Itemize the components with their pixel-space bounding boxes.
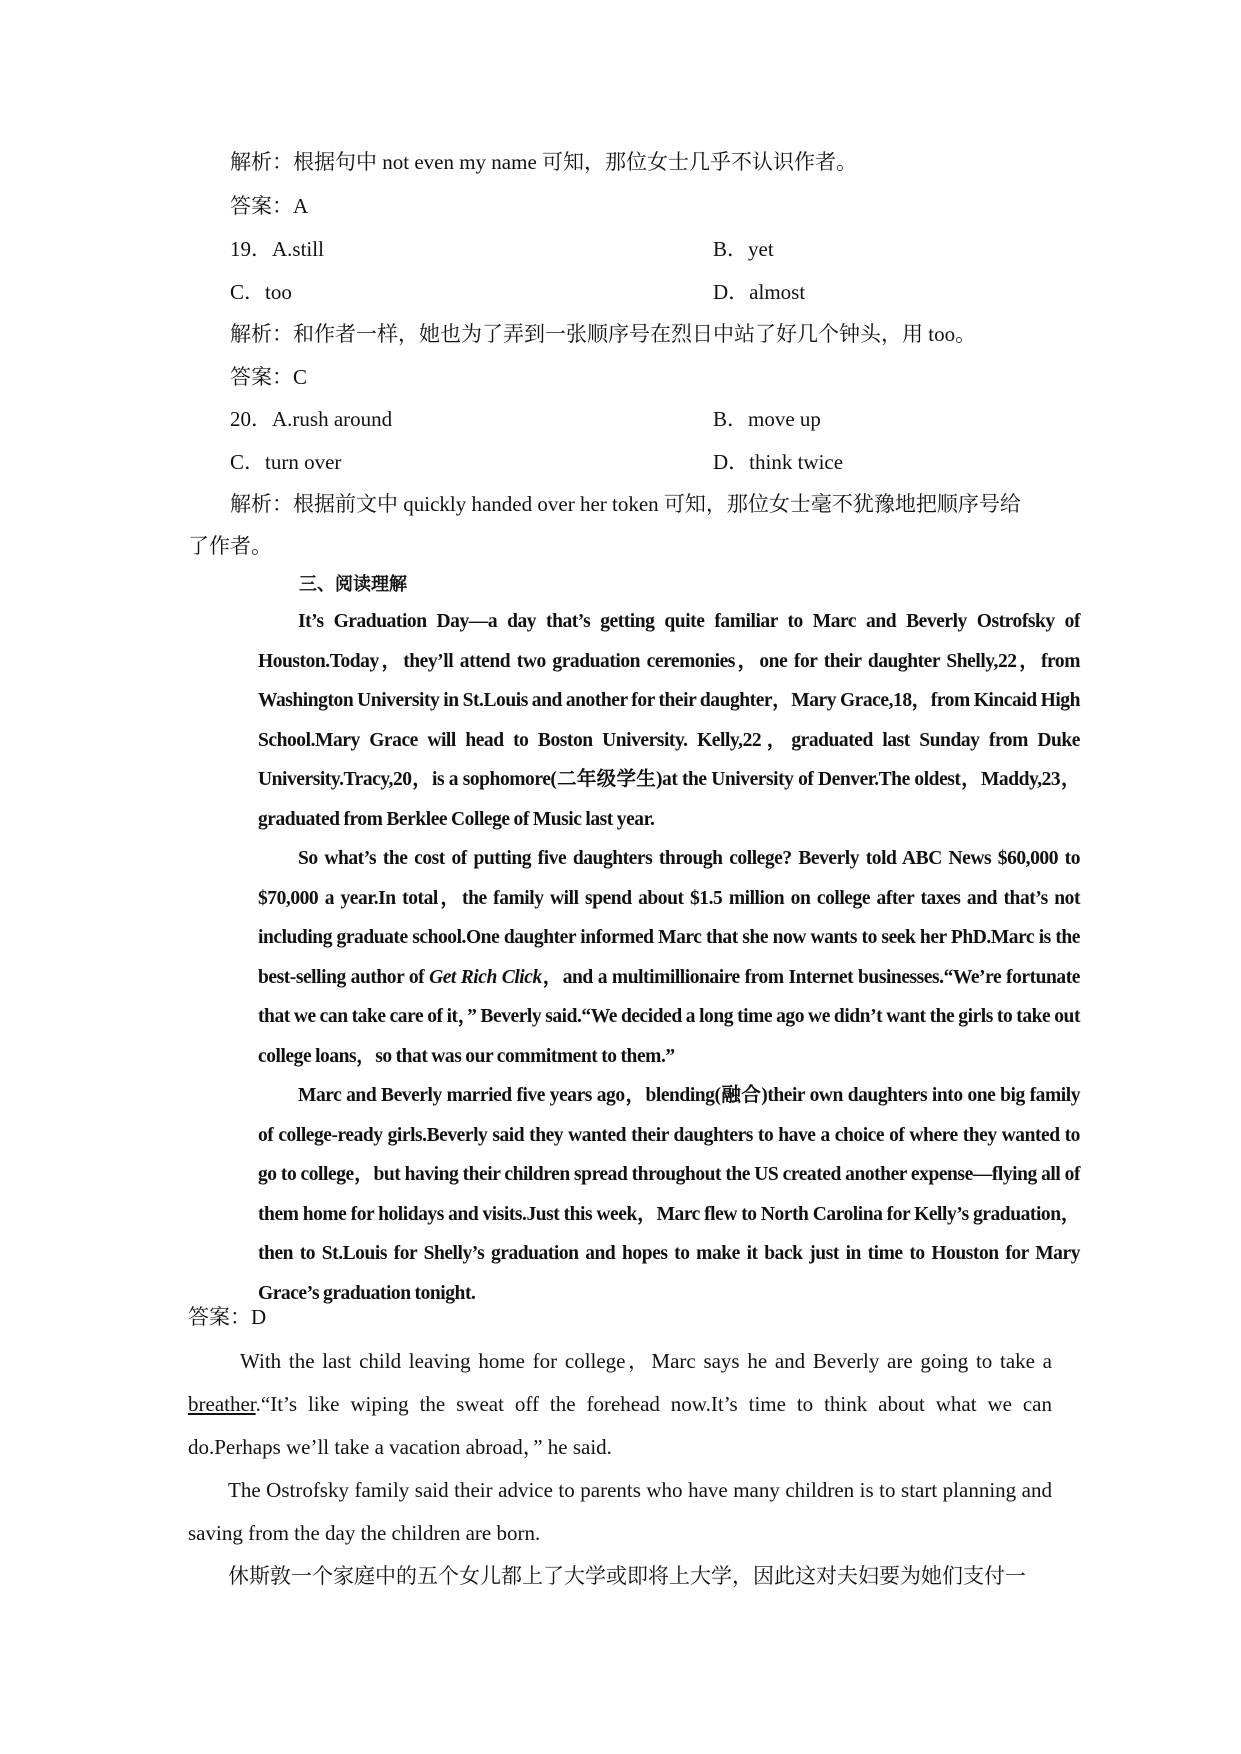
q19-analysis: 解析：和作者一样，她也为了弄到一张顺序号在烈日中站了好几个钟头，用 too。 [230,322,977,346]
passage-paragraph-2 [258,839,1080,1076]
cont-p1-text-b: .“It’s like wiping the sweat off the forehead now.It’s time to think about what we can do.Perhaps we’ll take a vacation abroad，” he said. [188,1392,1052,1459]
q19-option-b: B．yet [713,237,774,261]
section-heading: 三、阅读理解 [299,574,407,595]
q18-answer: 答案：A [230,194,309,218]
q20-option-b: B．move up [713,407,821,431]
underlined-word: breather [188,1392,256,1416]
q20-option-c: C．turn over [230,450,342,474]
reading-passage [258,602,1080,1313]
q19-option-a: 19．A.still [230,237,324,261]
passage-p2-text-a: So what’s the cost of putting five daughters through college? Beverly told ABC News $60,000 to $70,000 a year.In total，the family will spend about $1.5 million on college after taxes and that’s not including graduate school.One daughter informed Marc that she now wants to seek her PhD.Marc is the best-selling author of [258,848,1080,988]
q20-option-d: D．think twice [713,450,844,474]
continuation-text [188,1340,1052,1598]
q20-analysis-line1: 解析：根据前文中 quickly handed over her token 可知，那位女士毫不犹豫地把顺序号给 [230,492,1021,516]
passage-paragraph-1: It’s Graduation Day—a day that’s getting quite familiar to Marc and Beverly Ostrofsky of Houston.Today，they’ll attend two graduation ceremonies，one for their daughter Shelly,22，from Washington University in St.Louis and another for their daughter，Mary Grace,18，from Kincaid High School.Mary Grace will head to Boston University. Kelly,22，graduated last Sunday from Duke University.Tracy,20，is a sophomore(二年级学生)at the University of Denver.The oldest，Maddy,23，graduated from Berklee College of Music last year. [258,611,1080,830]
continuation-paragraph-2: The Ostrofsky family said their advice to parents who have many children is to start planning and saving from the day the children are born. [188,1478,1052,1545]
q20-option-a: 20．A.rush around [230,407,393,431]
passage-p2-text-b: ，and a multimillionaire from Internet businesses.“We’re fortunate that we can take care of it，” Beverly said.“We decided a long time ago we didn’t want the girls to take out college loans，so that was our commitment to them.” [258,966,1080,1067]
q20-analysis-line2: 了作者。 [188,534,272,558]
q18-analysis: 解析：根据句中 not even my name 可知，那位女士几乎不认识作者。 [230,150,858,174]
q19-option-c: C．too [230,280,292,304]
q19-option-d: D．almost [713,280,806,304]
q19-answer: 答案：C [230,365,308,389]
cont-p1-text-a: With the last child leaving home for college，Marc says he and Beverly are going to take a [240,1349,1052,1373]
continuation-paragraph-3: 休斯敦一个家庭中的五个女儿都上了大学或即将上大学，因此这对夫妇要为她们支付一 [228,1564,1026,1588]
book-title: Get Rich Click [429,966,542,988]
continuation-paragraph-1 [188,1340,1052,1469]
answer-d: 答案：D [188,1305,267,1329]
passage-paragraph-3: Marc and Beverly married five years ago，blending(融合)their own daughters into one big family of college-ready girls.Beverly said they wanted their daughters to have a choice of where they wanted to go to college，but having their children spread throughout the US created another expense—flying all of them home for holidays and visits.Just this week，Marc flew to North Carolina for Kelly’s graduation，then to St.Louis for Shelly’s graduation and hopes to make it back just in time to Houston for Mary Grace’s graduation tonight. [258,1085,1080,1304]
